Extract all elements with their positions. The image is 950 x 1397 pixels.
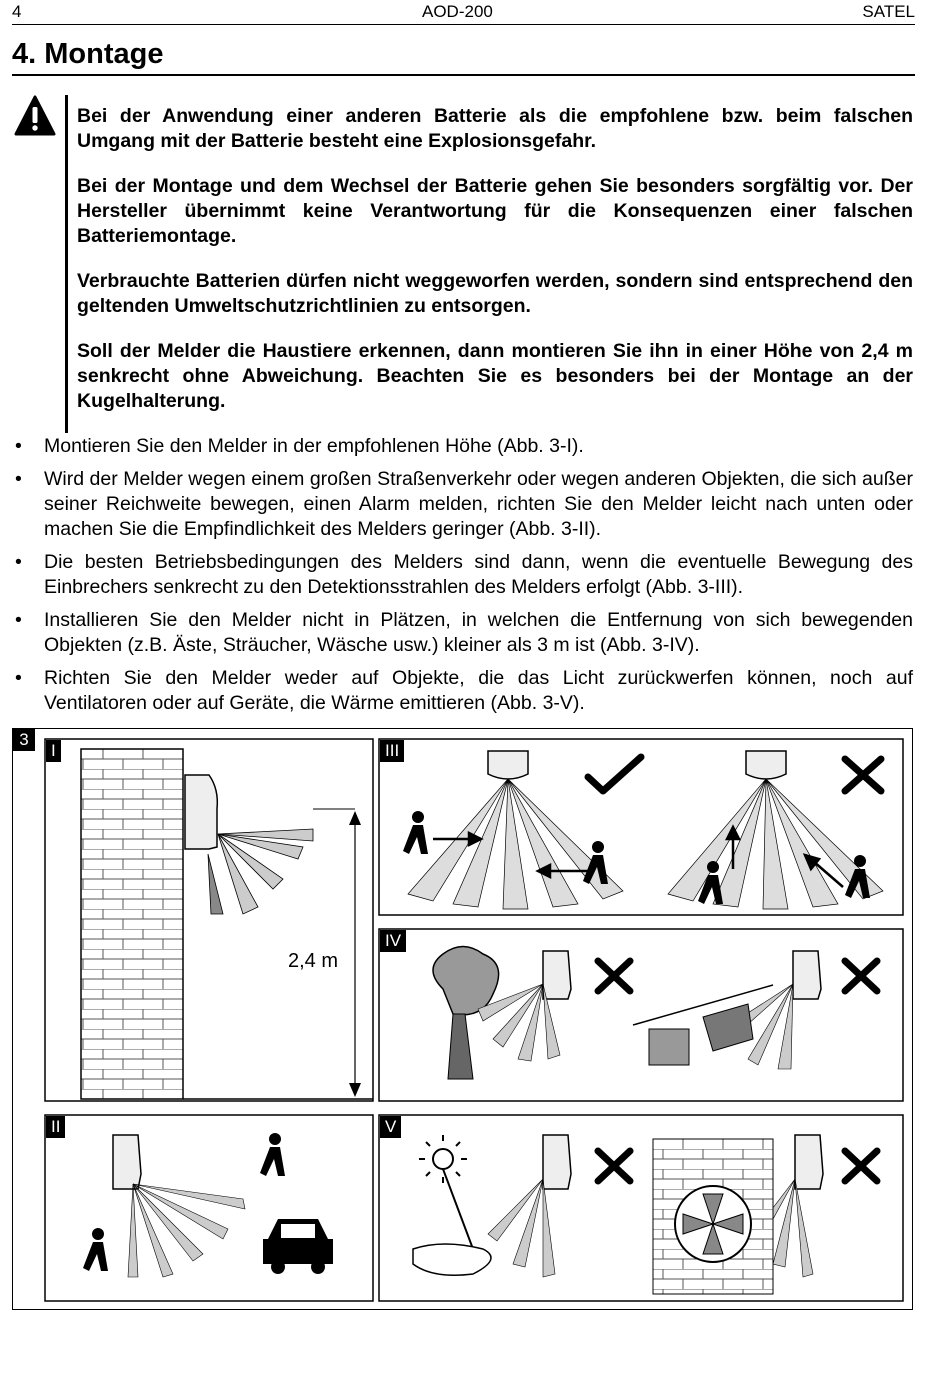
puddle-icon: [413, 1244, 491, 1275]
panel-frame: [45, 1115, 373, 1301]
height-label: 2,4 m: [288, 950, 339, 972]
wall: [81, 749, 183, 1099]
warning-paragraph: Bei der Anwendung einer anderen Batterie als die empfohlene bzw. beim falschen Umgang mit der Batterie besteht eine Explosionsgefahr.: [77, 105, 913, 152]
figure-illustration: [13, 729, 912, 1309]
list-item-text: Installieren Sie den Melder nicht in Plätzen, in welchen die Entfernung von sich bewegenden Objekten (z.B. Äste, Sträucher, Wäsche usw.) kleiner als 3 m ist (Abb. 3-IV).: [44, 609, 913, 656]
list-item-text: Wird der Melder wegen einem großen Straßenverkehr oder wegen anderen Objekten, die sich außer seiner Reichweite bewegen, einen Alarm melden, richten Sie den Melder leicht nach unten oder machen Sie die Empfindlichkeit des Melders geringer (Abb. 3-II).: [44, 468, 913, 540]
warning-icon: [14, 95, 56, 137]
bullet-icon: •: [15, 551, 22, 573]
bullet-icon: •: [15, 468, 22, 490]
list-item-text: Montieren Sie den Melder in der empfohlenen Höhe (Abb. 3-I).: [44, 435, 584, 457]
list-item: [12, 467, 913, 542]
list-item-text: Richten Sie den Melder weder auf Objekte, die das Licht zurückwerfen können, noch auf Ventilatoren oder auf Geräte, die Wärme emittieren (Abb. 3-V).: [44, 667, 913, 714]
title-rule: [12, 74, 915, 76]
figure-number: 3: [13, 729, 35, 751]
panel-label: V: [380, 1116, 401, 1138]
page-header: [12, 0, 915, 25]
bullet-icon: •: [15, 435, 22, 457]
panel-label: I: [46, 740, 61, 762]
detector-icon: [185, 775, 217, 849]
warning-block: [77, 104, 913, 434]
list-item: [12, 608, 913, 658]
list-item: [12, 434, 913, 459]
warning-paragraph: Verbrauchte Batterien dürfen nicht weggeworfen werden, sondern sind entsprechend den geltenden Umweltschutzrichtlinien zu entsorgen.: [77, 270, 913, 317]
list-item-text: Die besten Betriebsbedingungen des Melders sind dann, wenn die eventuelle Bewegung des Einbrechers senkrecht zu den Detektionsstrahlen des Melders erfolgt (Abb. 3-III).: [44, 551, 913, 598]
list-item: [12, 666, 913, 716]
document-name: AOD-200: [422, 2, 493, 21]
warning-paragraph: Soll der Melder die Haustiere erkennen, dann montieren Sie ihn in einer Höhe von 2,4 m senkrecht ohne Abweichung. Beachten Sie es besonders bei der Montage an der Kugelhalterung.: [77, 340, 913, 412]
warning-paragraph: Bei der Montage und dem Wechsel der Batterie gehen Sie besonders sorgfältig vor. Der Hersteller übernimmt keine Verantwortung für die Konsequenzen einer falschen Batteriemontage.: [77, 175, 913, 247]
mounting-figure: [12, 728, 913, 1310]
detector-icon: [113, 1135, 141, 1189]
page-number: 4: [12, 2, 22, 21]
bullet-icon: •: [15, 667, 22, 689]
list-item: [12, 550, 913, 600]
warning-bar: [65, 95, 68, 433]
bullet-icon: •: [15, 609, 22, 631]
panel-label: II: [46, 1116, 65, 1138]
instruction-list: [12, 434, 913, 724]
panel-label: III: [380, 740, 404, 762]
panel-label: IV: [380, 930, 406, 952]
section-title: 4. Montage: [12, 38, 164, 70]
brand-name: SATEL: [862, 2, 915, 21]
